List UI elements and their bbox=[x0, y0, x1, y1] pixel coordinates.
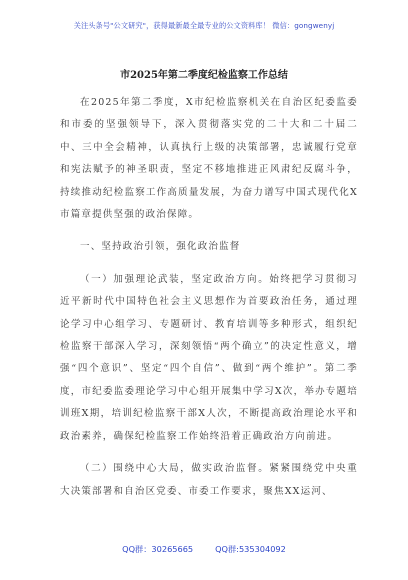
footer-qq-group-2: QQ群:535304092 bbox=[215, 544, 286, 554]
footer-qq-group-1: QQ群：30265665 bbox=[122, 544, 194, 554]
footer-qq-groups bbox=[0, 544, 408, 555]
document-body bbox=[60, 92, 358, 503]
paragraph-1: （一）加强理论武装，坚定政治方向。始终把学习贯彻习近平新时代中国特色社会主义思想作为首要政治任务，通过理论学习中心组学习、专题研讨、教育培训等多种形式，组织纪检监察干部深入学习，深刻领悟“两个确立”的决定性意义，增强“四个意识”、坚定“四个自信”、做到“两个维护”。第二季度，市纪委监委理论学习中心组开展集中学习X次，举办专题培训班X期，培训纪检监察干部X人次，不断提高政治理论水平和政治素养，确保纪检监察工作始终沿着正确政治方向前进。 bbox=[60, 273, 358, 442]
paragraph-2: （二）围绕中心大局，做实政治监督。紧紧围绕党中央重大决策部署和自治区党委、市委工作要求，聚焦XX运河、 bbox=[60, 463, 358, 497]
intro-paragraph: 在2025年第二季度，X市纪检监察机关在自治区纪委监委和市委的坚强领导下，深入贯彻落实党的二十大和二十届二中、三中全会精神，认真执行上级的决策部署，忠诚履行党章和宪法赋予的神圣职责，坚定不移地推进正风肃纪反腐斗争，持续推动纪检监察工作高质量发展，为奋力谱写中国式现代化X市篇章提供坚强的政治保障。 bbox=[60, 97, 358, 221]
section-heading-1: 一、坚持政治引领，强化政治监督 bbox=[80, 241, 241, 253]
document-title: 市2025年第二季度纪检监察工作总结 bbox=[120, 70, 288, 81]
header-promo-note: 关注头条号"公文研究"，获得最新最全最专业的公文资料库！ 微信：gongwenyj bbox=[73, 21, 335, 30]
